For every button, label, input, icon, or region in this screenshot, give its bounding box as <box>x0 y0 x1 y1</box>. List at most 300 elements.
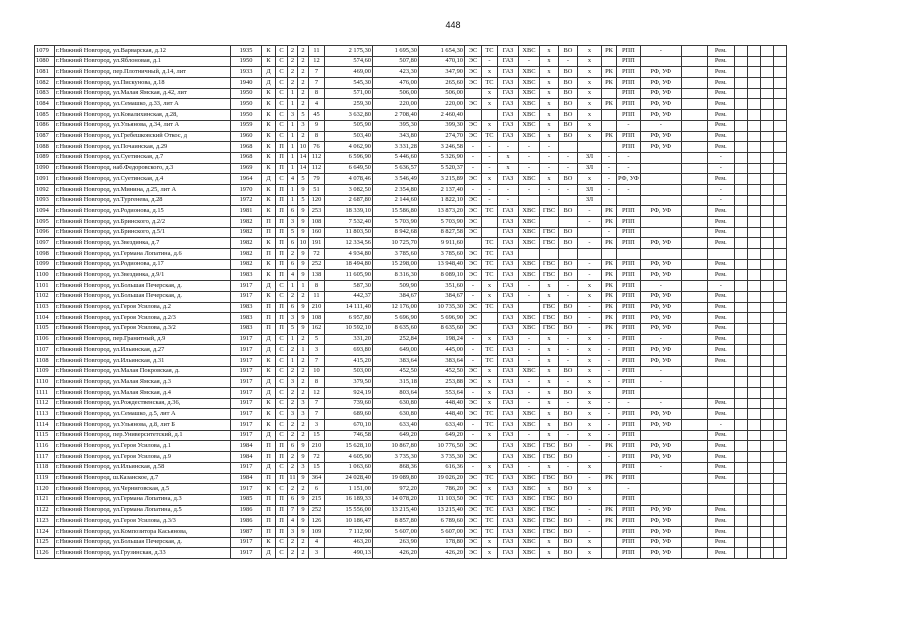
table-cell: ЭС <box>465 398 482 409</box>
table-cell <box>773 420 786 431</box>
table-cell: 7 <box>288 505 298 516</box>
table-cell <box>760 249 773 260</box>
table-cell: 1982 <box>231 259 262 270</box>
table-cell: 1917 <box>231 484 262 495</box>
table-cell <box>760 409 773 420</box>
table-cell: 6 <box>309 484 325 495</box>
table-cell: 630,80 <box>373 409 419 420</box>
table-cell: г.Нижний Новгород, ул.Малая Ямская, д.4 <box>55 388 231 399</box>
table-cell: 7 <box>309 67 325 78</box>
table-cell <box>747 462 760 473</box>
table-cell: 2 <box>288 398 298 409</box>
table-cell: ГВС <box>540 206 559 217</box>
table-cell: П <box>276 505 288 516</box>
table-cell: ЭС <box>465 494 482 505</box>
table-cell: г.Нижний Новгород, ул.Героя Усилова, д.9 <box>55 452 231 463</box>
table-cell <box>734 152 747 163</box>
table-cell <box>760 420 773 431</box>
table-cell: РК <box>602 441 617 452</box>
table-cell: - <box>559 398 578 409</box>
table-cell: - <box>578 505 602 516</box>
table-cell: - <box>640 334 681 345</box>
table-cell: - <box>602 430 617 441</box>
table-cell <box>734 355 747 366</box>
table-cell: ВО <box>559 420 578 431</box>
table-cell: РПП <box>617 323 641 334</box>
table-cell: 1113 <box>35 409 55 420</box>
table-cell: г.Нижний Новгород, ул.Ульянова, д.8, лит Б <box>55 420 231 431</box>
table-cell: г.Нижний Новгород, ул.Малая Ямская, д.3 <box>55 377 231 388</box>
table-cell: 2 175,30 <box>325 46 373 57</box>
table-cell: 1982 <box>231 227 262 238</box>
table-cell: 351,60 <box>419 281 465 292</box>
table-cell: ХВС <box>519 366 540 377</box>
table-cell <box>681 99 707 110</box>
table-cell <box>681 355 707 366</box>
table-cell: г.Нижний Новгород, ул.Черниговская, д.5 <box>55 484 231 495</box>
table-cell: г.Нижний Новгород, ул.Композитора Касьянова, <box>55 526 231 537</box>
table-cell: РФ, УФ <box>640 142 681 153</box>
table-cell: 972,20 <box>373 484 419 495</box>
table-row <box>35 227 787 238</box>
table-cell: РПП <box>617 67 641 78</box>
table-cell: 1 063,60 <box>325 462 373 473</box>
table-cell: П <box>262 452 276 463</box>
table-cell: РФ, УФ <box>640 313 681 324</box>
table-cell: 1121 <box>35 494 55 505</box>
table-cell: Рем. <box>707 355 734 366</box>
table-cell: К <box>262 184 276 195</box>
table-cell <box>482 217 498 228</box>
table-cell <box>734 238 747 249</box>
table-cell: 545,30 <box>325 78 373 89</box>
table-cell: - <box>519 377 540 388</box>
table-cell: ВО <box>559 110 578 121</box>
table-cell: 9 <box>298 516 309 527</box>
table-cell <box>640 494 681 505</box>
table-cell: 5 446,60 <box>373 152 419 163</box>
table-cell <box>773 334 786 345</box>
table-cell: ГАЗ <box>498 217 519 228</box>
table-cell <box>602 388 617 399</box>
table-cell: Рем. <box>707 345 734 356</box>
table-cell: 138 <box>309 270 325 281</box>
table-cell: Д <box>262 388 276 399</box>
table-cell <box>519 249 540 260</box>
table-cell: П <box>276 441 288 452</box>
table-cell: 1088 <box>35 142 55 153</box>
table-cell: ГВС <box>540 441 559 452</box>
table-cell: 108 <box>309 313 325 324</box>
table-cell <box>747 195 760 206</box>
table-cell: 162 <box>309 323 325 334</box>
table-cell <box>734 473 747 484</box>
table-cell: Д <box>262 548 276 559</box>
table-cell: - <box>578 441 602 452</box>
table-cell <box>747 206 760 217</box>
table-row <box>35 484 787 495</box>
table-cell: х <box>540 537 559 548</box>
table-cell <box>681 120 707 131</box>
table-cell: РПП <box>617 56 641 67</box>
table-cell: 5 <box>288 323 298 334</box>
table-cell: 2 <box>288 67 298 78</box>
table-cell: х <box>540 355 559 366</box>
table-cell <box>681 110 707 121</box>
table-cell: ХВС <box>519 548 540 559</box>
table-cell: ХВС <box>519 516 540 527</box>
table-cell: 509,90 <box>373 281 419 292</box>
table-cell: г.Нижний Новгород, ул.Грузинская, д.33 <box>55 548 231 559</box>
table-cell: С <box>276 537 288 548</box>
table-cell: 1917 <box>231 420 262 431</box>
table-cell: 1983 <box>231 302 262 313</box>
table-cell <box>773 238 786 249</box>
table-cell: РФ, УФ <box>640 131 681 142</box>
table-cell: ГВС <box>540 323 559 334</box>
table-cell <box>760 238 773 249</box>
table-cell: ВО <box>559 46 578 57</box>
table-cell: ТС <box>482 420 498 431</box>
table-cell <box>640 473 681 484</box>
table-cell: 9 <box>298 473 309 484</box>
table-cell: ГАЗ <box>498 131 519 142</box>
table-cell: С <box>276 131 288 142</box>
table-cell: 1 <box>288 99 298 110</box>
table-cell: - <box>519 281 540 292</box>
table-row <box>35 334 787 345</box>
table-cell: г.Нижний Новгород, ул.Суетинская, д.4 <box>55 174 231 185</box>
table-cell: 1982 <box>231 249 262 260</box>
table-row <box>35 537 787 548</box>
table-cell <box>773 430 786 441</box>
table-cell: - <box>640 377 681 388</box>
table-cell: 1940 <box>231 78 262 89</box>
table-cell <box>760 270 773 281</box>
table-cell: ГВС <box>540 494 559 505</box>
table-cell <box>734 270 747 281</box>
table-cell <box>773 366 786 377</box>
table-cell <box>681 259 707 270</box>
table-cell <box>734 217 747 228</box>
table-cell <box>747 152 760 163</box>
table-cell: ГАЗ <box>498 56 519 67</box>
table-cell <box>760 462 773 473</box>
table-cell: х <box>482 67 498 78</box>
table-cell <box>734 366 747 377</box>
table-cell <box>578 227 602 238</box>
table-cell <box>640 217 681 228</box>
table-cell: РФ, УФ <box>640 441 681 452</box>
table-cell: 1933 <box>231 67 262 78</box>
table-cell: ВО <box>559 174 578 185</box>
table-cell <box>747 484 760 495</box>
table-cell: 9 <box>298 249 309 260</box>
table-cell: ХВС <box>519 88 540 99</box>
table-cell: 1917 <box>231 366 262 377</box>
table-cell <box>773 313 786 324</box>
table-cell: ХВС <box>519 238 540 249</box>
table-cell: ЭС <box>465 131 482 142</box>
table-cell: 5 <box>298 110 309 121</box>
table-cell <box>482 313 498 324</box>
table-cell: г.Нижний Новгород, пер.Плотничный, д.14, лит <box>55 67 231 78</box>
table-cell: 9 <box>298 270 309 281</box>
table-cell: - <box>602 174 617 185</box>
table-cell: 7 <box>309 398 325 409</box>
table-cell: 15 586,80 <box>373 206 419 217</box>
table-cell: 2 <box>298 46 309 57</box>
table-cell <box>734 420 747 431</box>
table-cell: 1094 <box>35 206 55 217</box>
table-cell: Рем. <box>707 334 734 345</box>
table-cell: 5 636,57 <box>373 163 419 174</box>
table-cell: Д <box>262 462 276 473</box>
table-cell: 507,80 <box>373 56 419 67</box>
table-cell <box>681 291 707 302</box>
table-cell: 9 <box>298 313 309 324</box>
table-cell: 1983 <box>231 270 262 281</box>
table-cell: 9 <box>298 184 309 195</box>
table-cell: 1985 <box>231 494 262 505</box>
table-cell: - <box>640 46 681 57</box>
table-cell: ГАЗ <box>498 473 519 484</box>
table-cell: Д <box>262 334 276 345</box>
table-cell: 13 215,40 <box>419 505 465 516</box>
table-cell: РПП <box>617 259 641 270</box>
table-cell: 112 <box>309 152 325 163</box>
table-cell: - <box>617 163 641 174</box>
table-cell: Рем. <box>707 526 734 537</box>
table-cell: 79 <box>309 174 325 185</box>
table-cell <box>747 516 760 527</box>
table-cell: ВО <box>559 131 578 142</box>
table-cell: - <box>559 430 578 441</box>
table-cell: х <box>578 174 602 185</box>
table-cell: 1093 <box>35 195 55 206</box>
table-cell: х <box>540 88 559 99</box>
table-cell: г.Нижний Новгород, ул.Тургенева, д.28 <box>55 195 231 206</box>
table-cell: РФ, УФ <box>640 537 681 548</box>
table-cell: ГВС <box>540 516 559 527</box>
table-cell: 2 <box>288 430 298 441</box>
table-cell: ВО <box>559 302 578 313</box>
table-cell: г.Нижний Новгород, ул.Звездинка, д.7 <box>55 238 231 249</box>
table-cell: П <box>276 142 288 153</box>
table-cell <box>773 441 786 452</box>
table-cell: 803,64 <box>373 388 419 399</box>
table-cell: - <box>559 334 578 345</box>
table-row <box>35 452 787 463</box>
table-cell: 215 <box>309 494 325 505</box>
table-row <box>35 548 787 559</box>
table-cell <box>773 174 786 185</box>
table-cell: ВО <box>559 484 578 495</box>
table-cell: 442,37 <box>325 291 373 302</box>
table-cell: РПП <box>617 473 641 484</box>
table-cell: 19 026,20 <box>419 473 465 484</box>
table-cell: х <box>578 88 602 99</box>
table-cell: 1115 <box>35 430 55 441</box>
table-cell: Рем. <box>707 131 734 142</box>
table-cell: П <box>276 238 288 249</box>
table-cell: 506,00 <box>419 88 465 99</box>
table-cell: ЭС <box>465 452 482 463</box>
table-cell <box>734 377 747 388</box>
table-cell: Рем. <box>707 323 734 334</box>
table-cell: 191 <box>309 238 325 249</box>
table-cell: 11 <box>309 291 325 302</box>
table-cell: 3 735,30 <box>373 452 419 463</box>
table-cell: г.Нижний Новгород, ул.Минина, д.25, лит А <box>55 184 231 195</box>
table-cell <box>602 484 617 495</box>
table-cell: РПП <box>617 430 641 441</box>
table-cell: х <box>482 99 498 110</box>
table-cell <box>747 249 760 260</box>
table-cell: г.Нижний Новгород, ул.Германа Лопатина, д.3 <box>55 494 231 505</box>
table-row <box>35 281 787 292</box>
table-cell: 423,30 <box>373 67 419 78</box>
table-cell: 1116 <box>35 441 55 452</box>
table-cell: 3 785,60 <box>373 249 419 260</box>
table-cell: 9 <box>298 217 309 228</box>
table-cell: ВО <box>559 99 578 110</box>
table-cell: 1105 <box>35 323 55 334</box>
table-cell: - <box>602 184 617 195</box>
table-cell: 11 <box>288 473 298 484</box>
table-cell: - <box>519 430 540 441</box>
table-cell: 1917 <box>231 398 262 409</box>
table-cell: 1095 <box>35 217 55 228</box>
table-cell: 1126 <box>35 548 55 559</box>
table-cell: х <box>540 110 559 121</box>
table-cell: ЭС <box>465 537 482 548</box>
table-cell: 11 103,50 <box>419 494 465 505</box>
table-cell <box>760 281 773 292</box>
table-cell: х <box>578 291 602 302</box>
table-cell: г.Нижний Новгород, ул.Большая Печерская, д. <box>55 537 231 548</box>
table-cell: г.Нижний Новгород, ш.Казанское, д.7 <box>55 473 231 484</box>
table-cell <box>734 494 747 505</box>
table-cell <box>681 227 707 238</box>
table-cell <box>773 345 786 356</box>
table-cell: РПП <box>617 345 641 356</box>
table-cell <box>760 355 773 366</box>
table-cell <box>681 388 707 399</box>
table-cell: - <box>602 227 617 238</box>
table-cell <box>482 441 498 452</box>
table-cell: 1984 <box>231 452 262 463</box>
table-cell: Рем. <box>707 505 734 516</box>
table-cell: 452,50 <box>373 366 419 377</box>
table-cell: - <box>465 281 482 292</box>
table-cell <box>760 313 773 324</box>
table-cell <box>760 152 773 163</box>
table-cell: 2 <box>288 345 298 356</box>
table-cell: Рем. <box>707 67 734 78</box>
table-cell: 2 <box>288 548 298 559</box>
table-cell: 252 <box>309 505 325 516</box>
table-cell <box>760 99 773 110</box>
table-cell: РПП <box>617 110 641 121</box>
table-cell: х <box>578 120 602 131</box>
table-cell: 1917 <box>231 430 262 441</box>
table-cell: - <box>640 462 681 473</box>
table-cell: 2 460,40 <box>419 110 465 121</box>
table-cell <box>482 452 498 463</box>
table-cell: х <box>578 56 602 67</box>
table-cell: 9 <box>298 526 309 537</box>
table-cell: 210 <box>309 441 325 452</box>
table-cell: 12 334,56 <box>325 238 373 249</box>
table-cell: 553,64 <box>419 388 465 399</box>
table-cell: 1119 <box>35 473 55 484</box>
table-cell: 5 <box>298 174 309 185</box>
table-row <box>35 516 787 527</box>
table-cell: ВО <box>559 88 578 99</box>
table-cell: х <box>482 88 498 99</box>
table-cell: ГВС <box>540 313 559 324</box>
table-cell: - <box>465 184 482 195</box>
table-cell <box>760 388 773 399</box>
table-cell: - <box>519 291 540 302</box>
table-cell: РФ, УФ <box>640 420 681 431</box>
table-cell: 9 <box>298 302 309 313</box>
table-cell: ЭС <box>465 67 482 78</box>
table-cell <box>681 441 707 452</box>
table-cell: - <box>519 163 540 174</box>
table-cell <box>734 142 747 153</box>
table-cell: г.Нижний Новгород, ул.Родионова, д.17 <box>55 259 231 270</box>
table-cell: К <box>262 366 276 377</box>
table-cell: г.Нижний Новгород, ул.Героя Усилова, д.3/2 <box>55 323 231 334</box>
table-cell: 448,40 <box>419 409 465 420</box>
table-cell: х <box>578 78 602 89</box>
table-cell: С <box>276 78 288 89</box>
table-cell <box>760 323 773 334</box>
table-cell: ГАЗ <box>498 302 519 313</box>
table-cell: ГАЗ <box>498 526 519 537</box>
table-cell: 1984 <box>231 473 262 484</box>
table-cell: х <box>482 174 498 185</box>
table-cell: П <box>276 473 288 484</box>
table-cell <box>540 249 559 260</box>
table-cell: РК <box>602 99 617 110</box>
table-cell <box>465 88 482 99</box>
table-cell: х <box>540 67 559 78</box>
table-row <box>35 291 787 302</box>
table-cell <box>681 46 707 57</box>
table-cell: 2 <box>298 366 309 377</box>
table-cell: 739,60 <box>325 398 373 409</box>
table-cell: РПП <box>617 366 641 377</box>
table-cell <box>734 131 747 142</box>
table-cell: ГАЗ <box>498 366 519 377</box>
table-cell: - <box>482 163 498 174</box>
table-cell: 15 628,10 <box>325 441 373 452</box>
table-cell: 5 696,90 <box>373 313 419 324</box>
table-cell: ВО <box>559 537 578 548</box>
table-cell: - <box>578 516 602 527</box>
table-cell: Рем. <box>707 548 734 559</box>
table-cell: П <box>262 473 276 484</box>
table-cell: 1106 <box>35 334 55 345</box>
table-cell <box>773 46 786 57</box>
table-cell: С <box>276 484 288 495</box>
table-cell: 6 596,90 <box>325 152 373 163</box>
table-cell: РФ, УФ <box>640 67 681 78</box>
table-cell: г.Нижний Новгород, ул.Бринского, д.2/2 <box>55 217 231 228</box>
